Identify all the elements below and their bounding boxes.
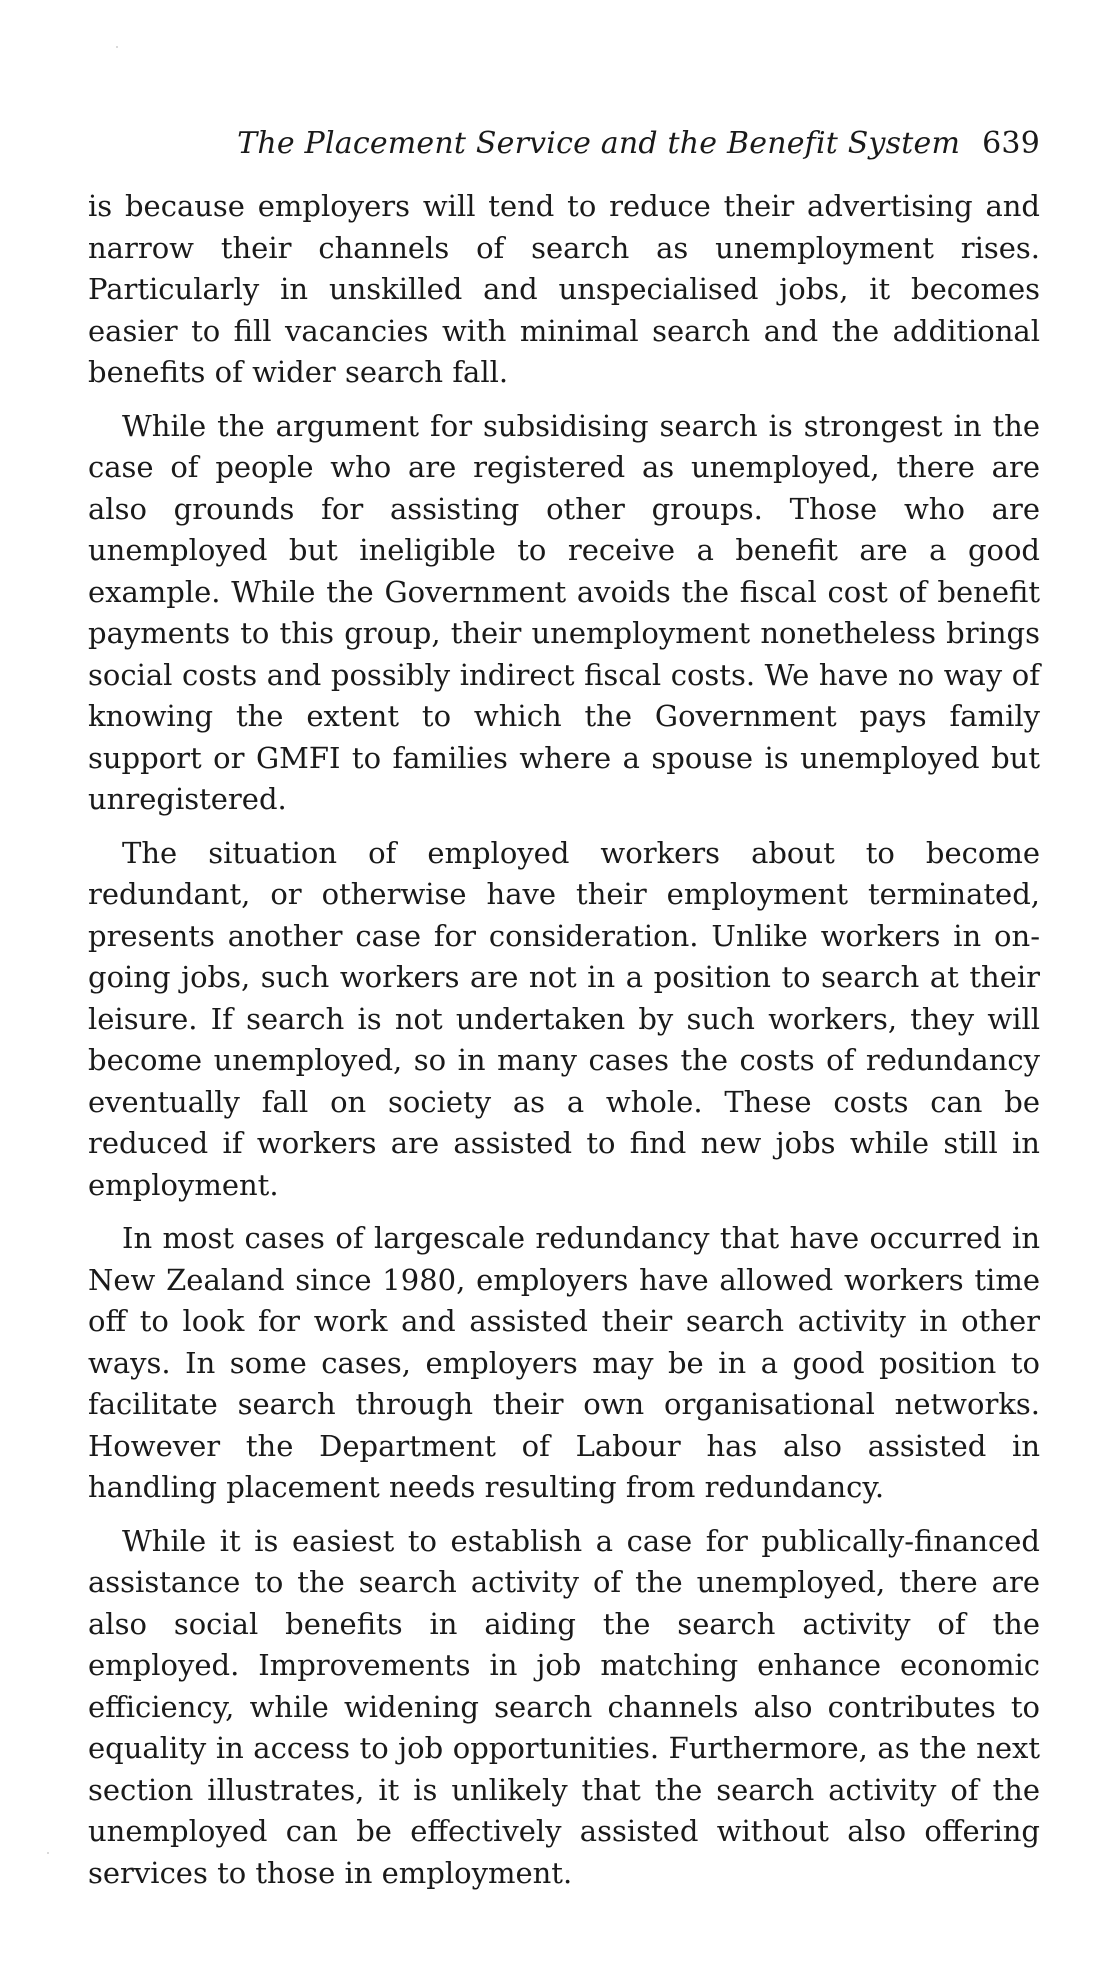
scan-speck [47,1852,49,1854]
paragraph-1: is because employers will tend to reduce their advertising and narrow their channels of search as unemployment rises. Particularly in unskilled and unspecialised jobs, it becomes easier to fill vacancies with minimal search and the additional benefits of wider search fall. [88,189,1040,389]
scan-speck [116,46,118,48]
running-title: The Placement Service and the Benefit System [237,126,961,161]
running-header [88,124,1040,164]
paragraph-3: The situation of employed workers about to become redundant, or otherwise have their employment terminated, presents another case for consideration. Unlike workers in on-going jobs, such workers are not in a position to search at their leisure. If search is not undertaken by such workers, they will become unemployed, so in many cases the costs of redundancy eventually fall on society as a whole. These costs can be reduced if workers are assisted to find new jobs while still in employment. [88,835,1040,1202]
paragraph-2: While the argument for subsidising search is strongest in the case of people who are registered as unemployed, there are also grounds for assisting other groups. Those who are unemployed but ineligible to receive a benefit are a good example. While the Government avoids the fiscal cost of benefit payments to this group, their unemployment nonetheless brings social costs and possibly indirect fiscal costs. We have no way of knowing the extent to which the Government pays family support or GMFI to families where a spouse is unemployed but unregistered. [88,408,1040,816]
paragraph-5: While it is easiest to establish a case for publically-financed assistance to the search activity of the unemployed, there are also social benefits in aiding the search activity of the employed. Improvements in job matching enhance economic efficiency, while widening search channels also contributes to equality in access to job opportunities. Furthermore, as the next section illustrates, it is unlikely that the search activity of the unemployed can be effectively assisted without also offering services to those in employment. [88,1523,1040,1890]
paragraph-4: In most cases of largescale redundancy that have occurred in New Zealand since 1980, employers have allowed workers time off to look for work and assisted their search activity in other ways. In some cases, employers may be in a good position to facilitate search through their own organisational networks. However the Department of Labour has also assisted in handling placement needs resulting from redundancy. [88,1221,1040,1504]
page-number: 639 [982,126,1040,161]
body-text [88,186,1040,1906]
